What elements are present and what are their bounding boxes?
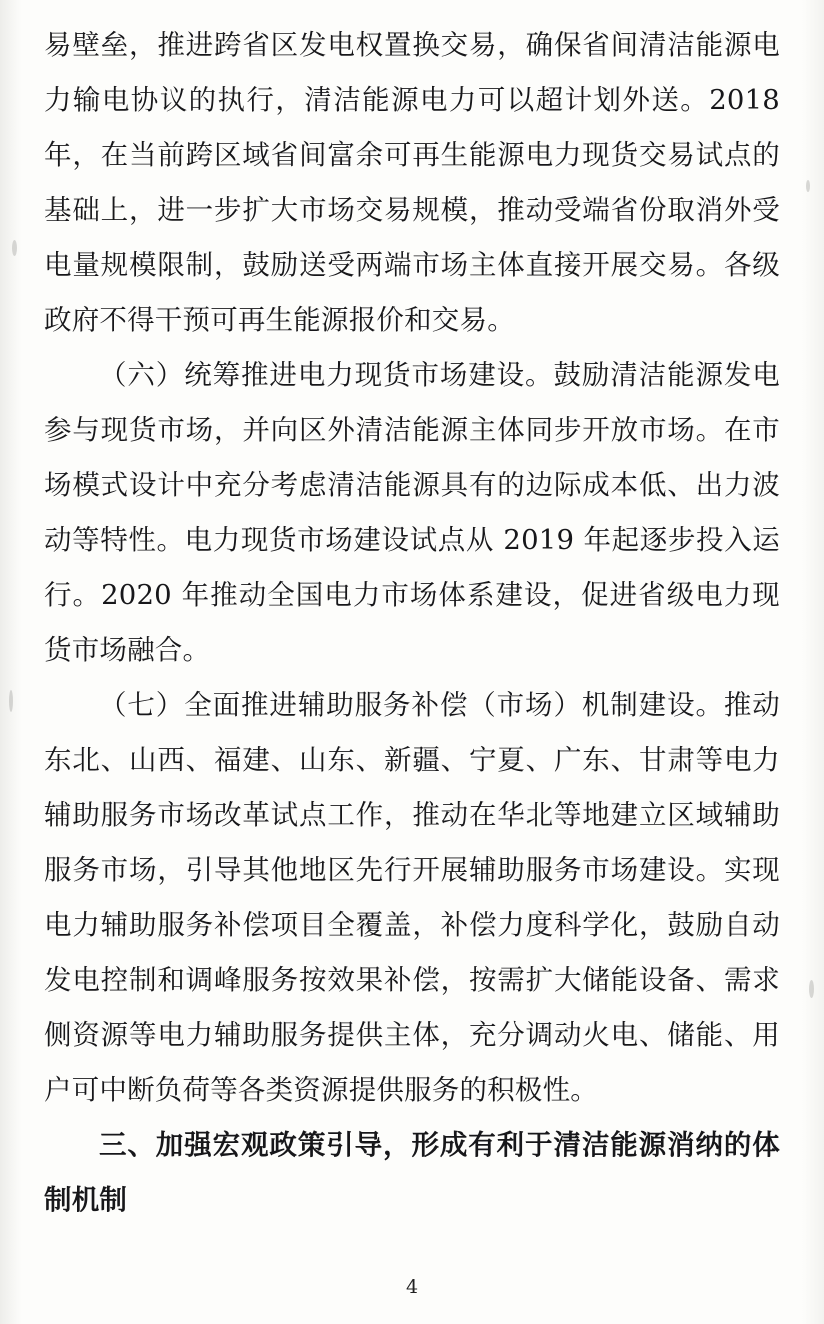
page-number: 4 bbox=[405, 1276, 419, 1298]
section-heading-three: 三、加强宏观政策引导，形成有利于清洁能源消纳的体制机制 bbox=[44, 1129, 780, 1216]
scan-speck bbox=[809, 980, 814, 998]
scan-edge-smudge-right bbox=[802, 0, 824, 1324]
scan-speck bbox=[806, 180, 810, 192]
paragraph-continuation: 易壁垒，推进跨省区发电权置换交易，确保省间清洁能源电力输电协议的执行，清洁能源电力可以超计划外送。2018 年，在当前跨区域省间富余可再生能源电力现货交易试点的基础上，进一步扩大市场交易规模，推动受端省份取消外受电量规模限制，鼓励送受两端市场主体直接开展交易。各级政府不得干预可再生能源报价和交易。 bbox=[44, 29, 780, 336]
scan-edge-smudge-left bbox=[0, 0, 22, 1324]
paragraph-section-six: （六）统筹推进电力现货市场建设。鼓励清洁能源发电参与现货市场，并向区外清洁能源主体同步开放市场。在市场模式设计中充分考虑清洁能源具有的边际成本低、出力波动等特性。电力现货市场建设试点从 2019 年起逐步投入运行。2020 年推动全国电力市场体系建设，促进省级电力现货市场融合。 bbox=[44, 359, 780, 666]
scan-speck bbox=[9, 690, 13, 712]
scan-speck bbox=[12, 240, 17, 256]
paragraph-section-seven: （七）全面推进辅助服务补偿（市场）机制建设。推动东北、山西、福建、山东、新疆、宁夏、广东、甘肃等电力辅助服务市场改革试点工作，推动在华北等地建立区域辅助服务市场，引导其他地区先行开展辅助服务市场建设。实现电力辅助服务补偿项目全覆盖，补偿力度科学化，鼓励自动发电控制和调峰服务按效果补偿，按需扩大储能设备、需求侧资源等电力辅助服务提供主体，充分调动火电、储能、用户可中断负荷等各类资源提供服务的积极性。 bbox=[44, 689, 780, 1106]
document-body bbox=[44, 18, 780, 1228]
